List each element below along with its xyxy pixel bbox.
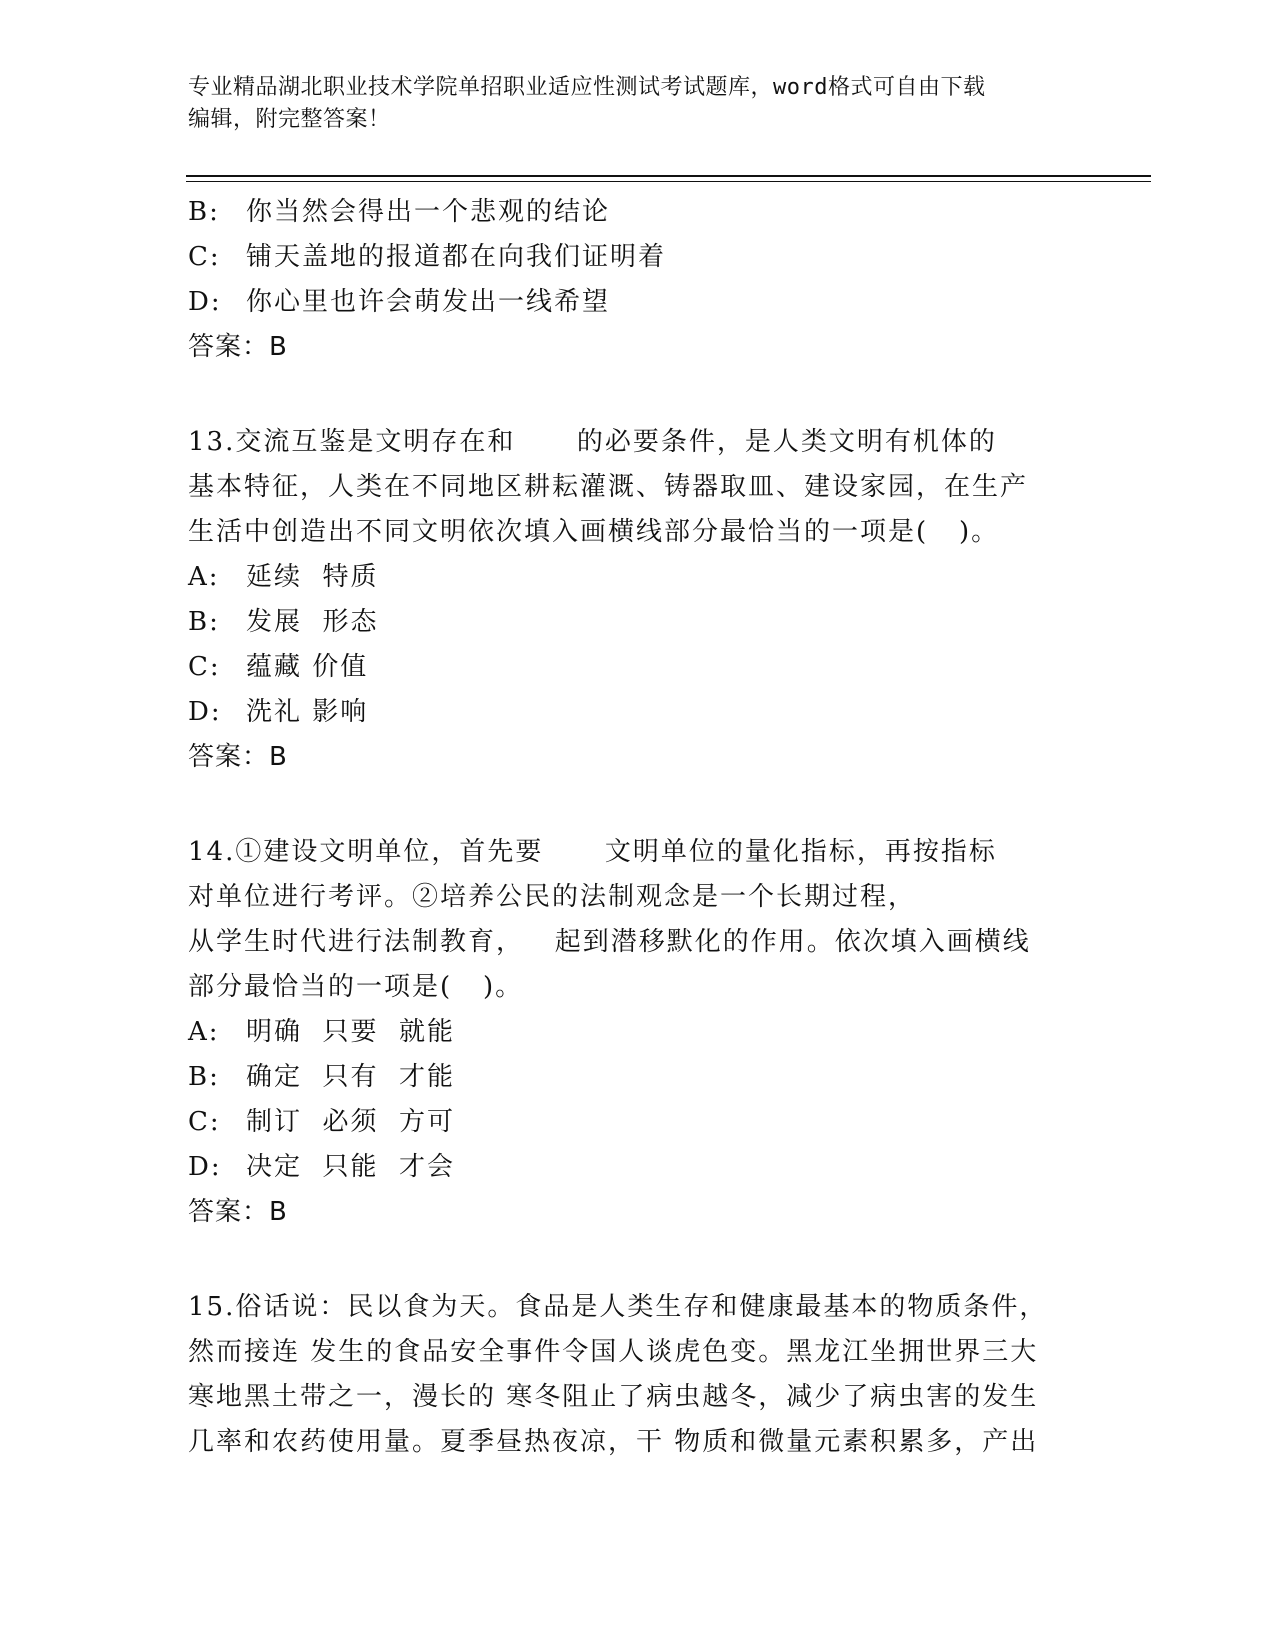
question-12-tail <box>188 190 1088 370</box>
option-letter: C: <box>188 652 221 682</box>
option-b <box>188 1055 1088 1100</box>
option-text: 明确 只要 就能 <box>246 1017 456 1047</box>
option-c <box>188 1100 1088 1145</box>
option-d <box>188 280 1088 325</box>
option-b <box>188 190 1088 235</box>
option-letter: D: <box>188 287 222 317</box>
header-line-1: 专业精品湖北职业技术学院单招职业适应性测试考试题库，word格式可自由下载 <box>188 75 986 100</box>
question-text-line: 生活中创造出不同文明依次填入画横线部分最恰当的一项是( )。 <box>188 517 1000 547</box>
option-letter: D: <box>188 697 222 727</box>
document-body <box>188 190 1088 1465</box>
question-text-line: 14.①建设文明单位，首先要 文明单位的量化指标，再按指标 <box>188 837 997 867</box>
answer-line: 答案：B <box>188 742 288 772</box>
option-text: 你当然会得出一个悲观的结论 <box>246 197 611 227</box>
question-text-line: 基本特征，人类在不同地区耕耘灌溉、铸器取皿、建设家园，在生产 <box>188 472 1029 502</box>
option-text: 蕴藏 价值 <box>246 652 369 682</box>
option-a <box>188 1010 1088 1055</box>
option-text: 发展 形态 <box>246 607 379 637</box>
option-letter: A: <box>188 562 220 592</box>
option-letter: B: <box>188 607 220 637</box>
question-14 <box>188 830 1088 1235</box>
option-text: 确定 只有 才能 <box>246 1062 456 1092</box>
option-c <box>188 645 1088 690</box>
question-text-line: 13.交流互鉴是文明存在和 的必要条件，是人类文明有机体的 <box>188 427 997 457</box>
option-text: 你心里也许会萌发出一线希望 <box>246 287 611 317</box>
option-b <box>188 600 1088 645</box>
header-divider-thin <box>186 181 1151 182</box>
option-d <box>188 690 1088 735</box>
option-letter: C: <box>188 1107 221 1137</box>
option-letter: B: <box>188 197 220 227</box>
option-letter: B: <box>188 1062 220 1092</box>
question-text-line: 15.俗话说：民以食为天。食品是人类生存和健康最基本的物质条件， <box>188 1292 1048 1322</box>
option-text: 洗礼 影响 <box>246 697 369 727</box>
question-text-line: 对单位进行考评。②培养公民的法制观念是一个长期过程， <box>188 882 917 912</box>
question-text-line: 寒地黑土带之一，漫长的 寒冬阻止了病虫越冬，减少了病虫害的发生 <box>188 1382 1039 1412</box>
answer-line: 答案：B <box>188 1197 288 1227</box>
document-header <box>188 72 1088 136</box>
option-letter: C: <box>188 242 221 272</box>
option-a <box>188 555 1088 600</box>
option-text: 铺天盖地的报道都在向我们证明着 <box>246 242 667 272</box>
option-text: 制订 必须 方可 <box>246 1107 456 1137</box>
answer-line: 答案：B <box>188 332 288 362</box>
header-divider-thick <box>186 175 1151 177</box>
question-text-line: 几率和农药使用量。夏季昼热夜凉，干 物质和微量元素积累多，产出 <box>188 1427 1039 1457</box>
option-letter: D: <box>188 1152 222 1182</box>
question-text-line: 从学生时代进行法制教育， 起到潜移默化的作用。依次填入画横线 <box>188 927 1031 957</box>
option-text: 决定 只能 才会 <box>246 1152 456 1182</box>
option-text: 延续 特质 <box>246 562 379 592</box>
question-13 <box>188 420 1088 780</box>
option-c <box>188 235 1088 280</box>
option-d <box>188 1145 1088 1190</box>
header-line-2: 编辑，附完整答案！ <box>188 107 391 132</box>
question-15 <box>188 1285 1088 1465</box>
question-text-line: 部分最恰当的一项是( )。 <box>188 972 524 1002</box>
option-letter: A: <box>188 1017 220 1047</box>
question-text-line: 然而接连 发生的食品安全事件令国人谈虎色变。黑龙江坐拥世界三大 <box>188 1337 1039 1367</box>
